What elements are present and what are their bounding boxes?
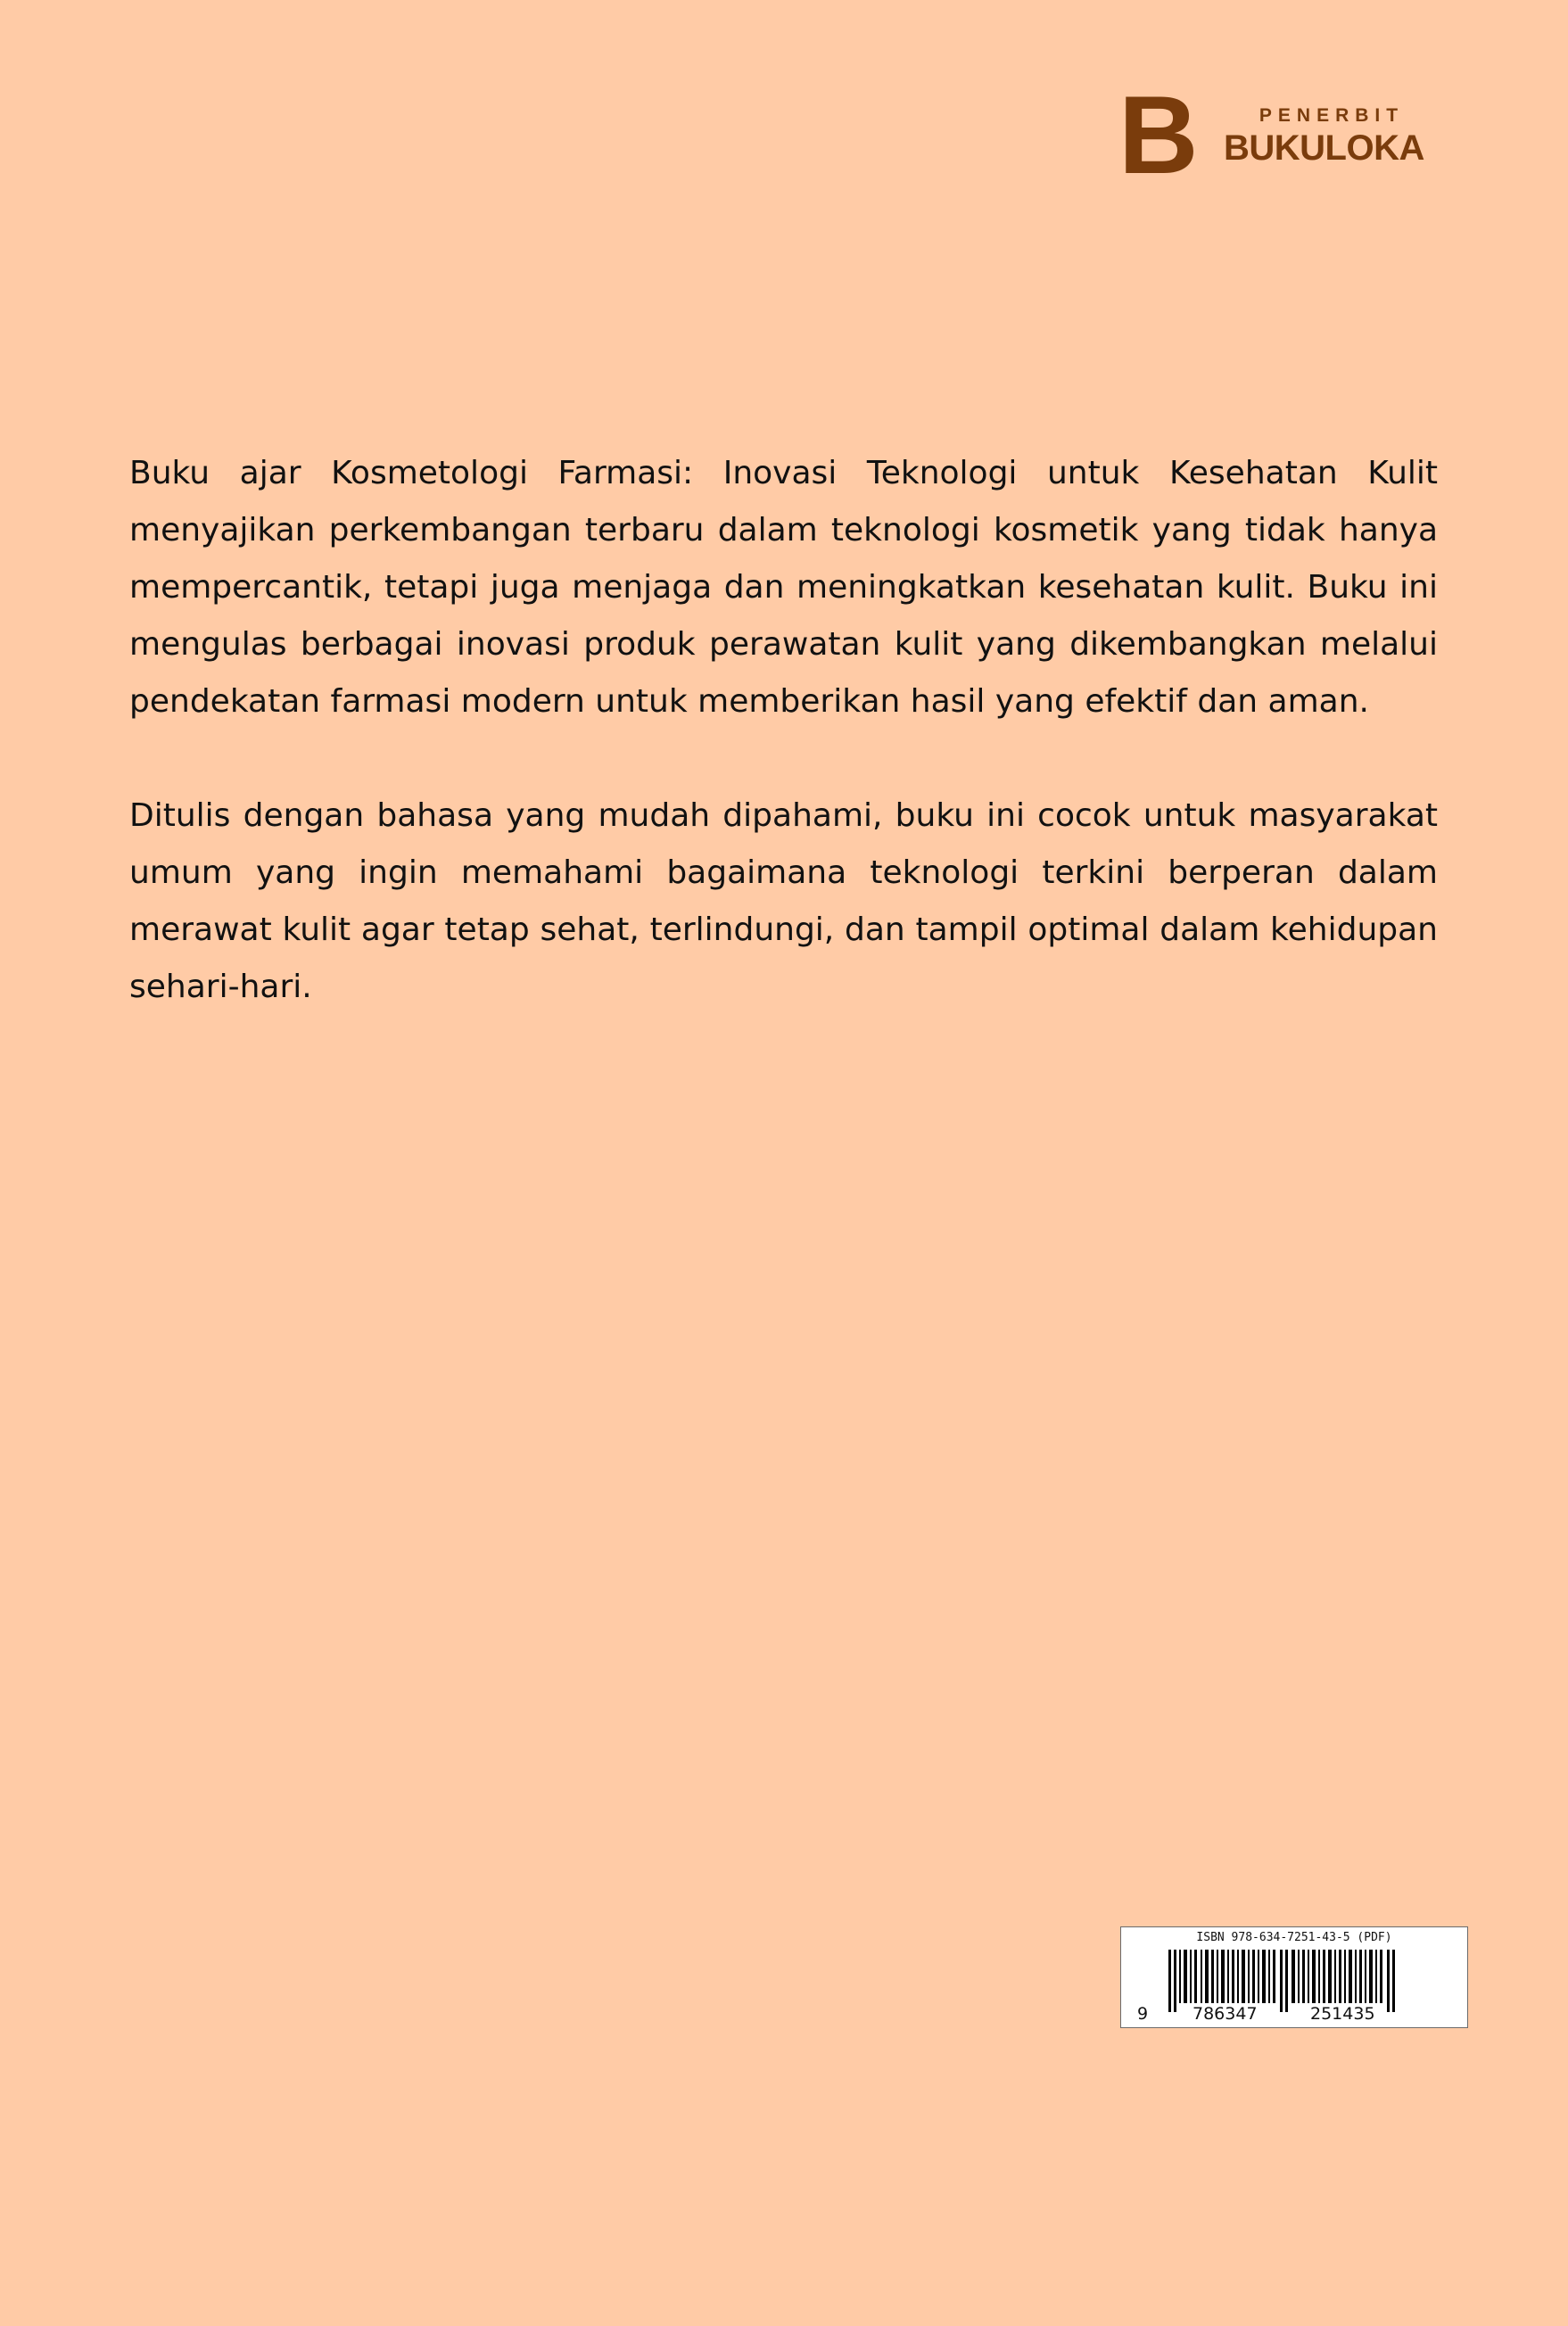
blurb-paragraph-1: Buku ajar Kosmetologi Farmasi: Inovasi Teknologi untuk Kesehatan Kulit menyajikan perkembangan terbaru dalam teknologi kosmetik yang tidak hanya mempercantik, tetapi juga menjaga dan meningkatkan kesehatan kulit. Buku ini mengulas berbagai inovasi produk perawatan kulit yang dikembangkan melalui pendekatan farmasi modern untuk memberikan hasil yang efektif dan aman.	[129, 455, 1438, 720]
barcode-digit-lead: 9	[1137, 2004, 1149, 2024]
barcode-icon	[1166, 1950, 1407, 2012]
publisher-logo	[1118, 74, 1440, 197]
logo-b-icon: B	[1118, 74, 1197, 197]
logo-publisher-name: BUKULOKA	[1224, 128, 1424, 168]
isbn-label: ISBN 978-634-7251-43-5 (PDF)	[1196, 1931, 1392, 1944]
back-cover-blurb	[129, 445, 1438, 1073]
blurb-paragraph-2: Ditulis dengan bahasa yang mudah dipahami, buku ini cocok untuk masyarakat umum yang ingin memahami bagaimana teknologi terkini berperan dalam merawat kulit agar tetap sehat, terlindungi, dan tampil optimal dalam kehidupan sehari-hari.	[129, 797, 1438, 1005]
barcode-digits-right: 251435	[1310, 2004, 1375, 2024]
barcode-digits-left: 786347	[1193, 2004, 1258, 2024]
isbn-barcode-box	[1120, 1926, 1468, 2028]
logo-label-penerbit: PENERBIT	[1259, 105, 1405, 126]
